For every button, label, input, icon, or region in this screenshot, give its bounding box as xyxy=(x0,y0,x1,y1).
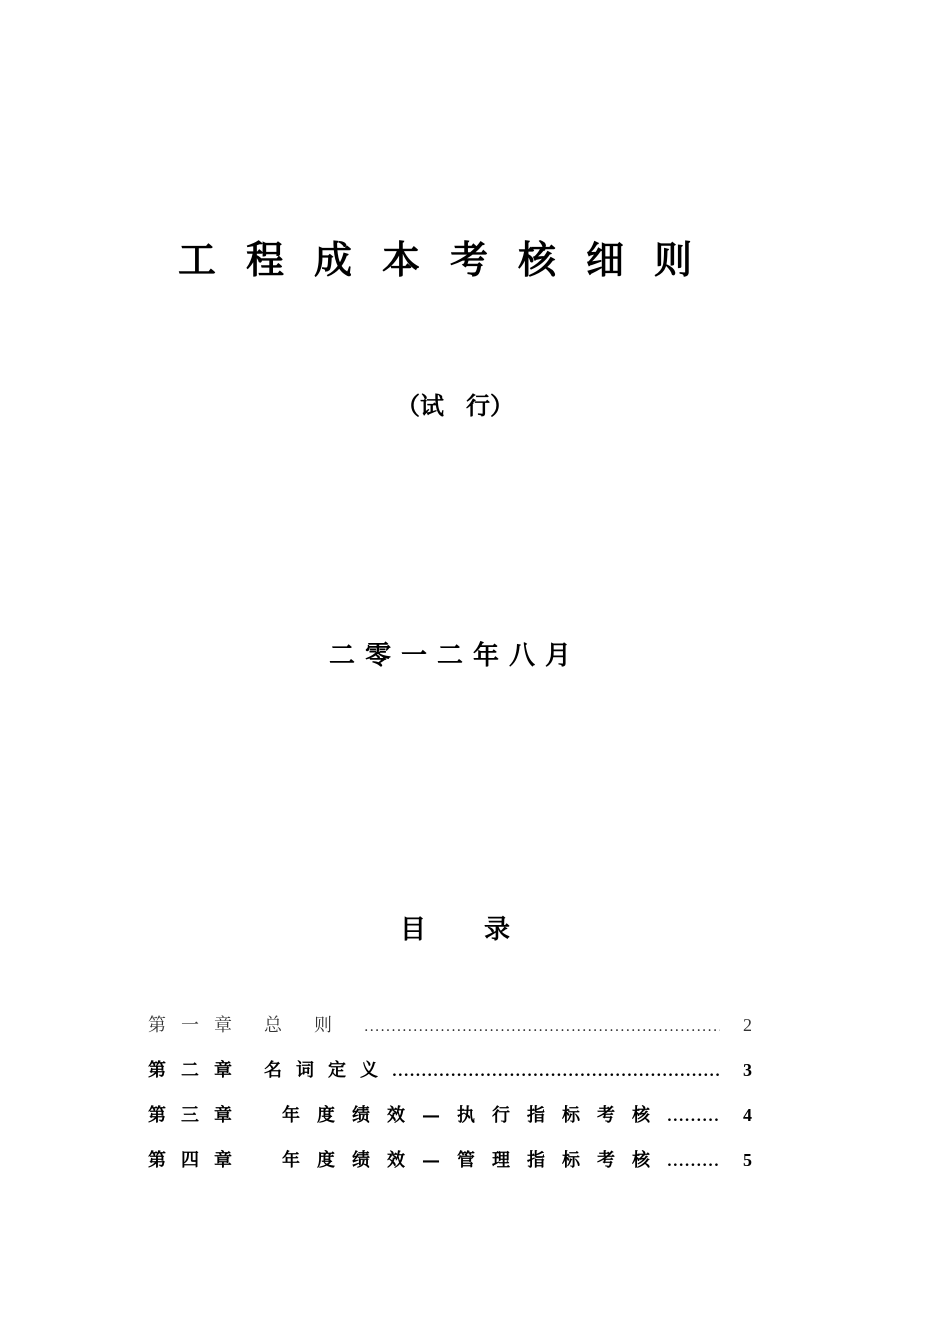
toc-page-number: 4 xyxy=(743,1105,752,1125)
toc-dot-leader xyxy=(667,1147,720,1177)
toc-chapter-number: 第四章 xyxy=(148,1150,247,1171)
document-title: 工程成本考核细则 xyxy=(177,237,722,282)
toc-chapter-number: 第一章 xyxy=(148,1015,247,1036)
subtitle-open-paren: （ xyxy=(396,391,420,420)
document-subtitle xyxy=(0,386,910,426)
toc-chapter-title: 年度绩效—管理指标考核 xyxy=(282,1150,667,1171)
toc-chapter-title: 年度绩效—执行指标考核 xyxy=(282,1105,667,1126)
toc-chapter-title: 名词定义 xyxy=(264,1060,392,1081)
toc-heading-left: 目 xyxy=(399,915,426,945)
subtitle-word-1: 试 xyxy=(420,391,444,420)
toc-chapter-number: 第二章 xyxy=(148,1060,247,1081)
subtitle-word-2: 行 xyxy=(466,391,490,420)
toc-page-number: 5 xyxy=(743,1150,752,1170)
toc-dot-leader xyxy=(667,1102,720,1132)
toc-entry[interactable] xyxy=(148,1145,752,1190)
toc-heading-right: 录 xyxy=(484,915,511,945)
table-of-contents xyxy=(148,1010,752,1190)
toc-page-number: 2 xyxy=(743,1015,752,1035)
document-date: 二零一二年八月 xyxy=(328,641,581,671)
toc-entry[interactable] xyxy=(148,1100,752,1145)
toc-entry[interactable] xyxy=(148,1055,752,1100)
toc-dot-leader xyxy=(392,1057,720,1087)
toc-dot-leader xyxy=(364,1012,720,1042)
toc-heading xyxy=(0,908,910,952)
toc-page-number: 3 xyxy=(743,1060,752,1080)
subtitle-close-paren: ） xyxy=(490,391,514,420)
toc-entry[interactable] xyxy=(148,1010,752,1055)
toc-chapter-number: 第三章 xyxy=(148,1105,247,1126)
toc-chapter-title: 总则 xyxy=(264,1015,364,1036)
